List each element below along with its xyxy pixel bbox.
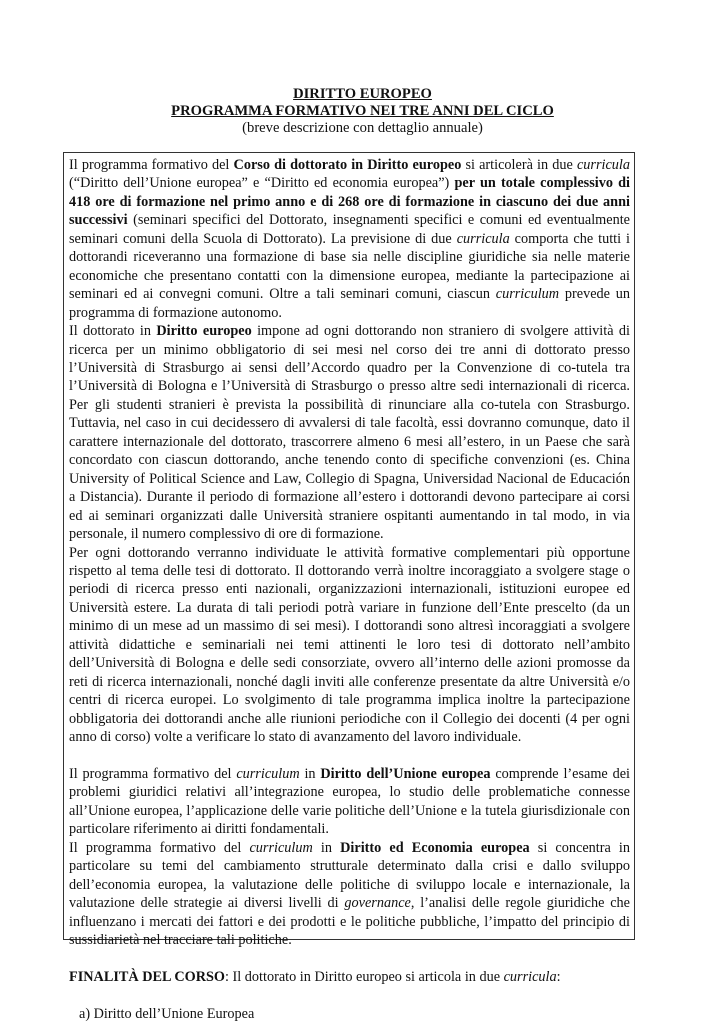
text: , l’analisi delle regole giuridiche che influenzano i mercati dei fattori e dei prodotti e le politiche pubbliche, l’impatto del principio di sussidiarietà nel tracciare tali politiche. (69, 895, 630, 949)
text: Il programma formativo del (69, 839, 250, 856)
text: (“Diritto dell’Unione europea” e “Diritto ed economia europea”) (69, 175, 455, 192)
text: si concentra in particolare su temi del cambiamento strutturale determinato dalla crisi e dallo sviluppo dell’economia europea, la valutazione delle politiche di sviluppo locale e internazionale, la valutazione delle strategie ai diversi livelli di (69, 839, 630, 912)
italic-text: curriculum (249, 839, 313, 856)
text: si articolerà in due (461, 157, 577, 173)
text: : Il dottorato in Diritto europeo si articola in due (225, 968, 504, 985)
text: in (299, 765, 321, 782)
document-title-secondary: PROGRAMMA FORMATIVO NEI TRE ANNI DEL CICLO (171, 103, 554, 119)
text: : (556, 968, 561, 985)
document-header (0, 86, 725, 137)
italic-text: curriculum (236, 765, 300, 782)
text: comprende l’esame dei problemi giuridici relativi all’integrazione europea, lo studio delle problematiche connesse all’Unione europea, l’applicazione delle varie politiche dell’Unione e la tutela giurisdizionale con particolare riferimento ai diritti fondamentali. (69, 765, 630, 838)
text: in (312, 839, 341, 856)
paragraph-program-overview (69, 156, 630, 322)
paragraph-complementary-activities: Per ogni dottorando verranno individuate le attività formative complementari più opportune rispetto al tema delle tesi di dottorato. Il dottorando verrà inoltre incoraggiato a svolgere stage o periodi di ricerca presso enti nazionali, organizzazioni internazionali, istituzioni europee ed Università estere. La durata di tali periodi potrà variare in funzione dell’Ente prescelto (da un minimo di un mese ad un massimo di sei mesi). I dottorandi sono altresì incoraggiati a svolgere attività didattiche e seminariali nei temi attinenti le loro tesi di dottorato nell’ambito dell’Università di Bologna e delle sedi consorziate, ovvero all’interno delle azioni promosse da reti di ricerca internazionali, nonché dagli inviti alle conferenze presentate da altre Università e/o centri di ricerca europei. Lo svolgimento di tale programma implica inoltre la partecipazione obbligatoria dei dottorandi anche alle riunioni periodiche con il Collegio dei docenti (4 per ogni anno di corso) volte a verificare lo stato di avanzamento del lavoro individuale. (69, 544, 630, 746)
italic-text: curricula (456, 230, 510, 247)
paragraph-curriculum-economics (69, 839, 630, 950)
text: Il programma formativo del (69, 765, 237, 782)
italic-text: governance (344, 895, 411, 912)
paragraph-research-abroad (69, 322, 630, 543)
text: comporta che tutti i dottorandi riceveranno una formazione di base sia nelle discipline giuridiche sia nelle materie economiche che presentano contatti con la dimensione europea, mediante la partecipazione ai seminari ed ai convegni comuni. Oltre a tali seminari comuni, ciascun (69, 230, 630, 303)
bold-text: Diritto europeo (156, 323, 252, 340)
text: Il programma formativo del (69, 157, 234, 173)
text: (seminari specifici del Dottorato, insegnamenti specifici e comuni ed eventualmente seminari comuni della Scuola di Dottorato). La previsione di due (69, 212, 630, 247)
document-subtitle: (breve descrizione con dettaglio annuale) (242, 120, 483, 136)
text: prevede un programma di formazione autonomo. (69, 286, 630, 321)
text: Il dottorato in (69, 323, 157, 340)
paragraph-spacer (69, 949, 630, 967)
italic-text: curriculum (495, 286, 560, 303)
section-heading: FINALITÀ DEL CORSO (69, 968, 225, 985)
bold-text: per un totale complessivo di 418 ore di formazione nel primo anno e di 268 ore di formazione in ciascuno dei due anni successivi (69, 175, 630, 229)
paragraph-curriculum-eu-law (69, 765, 630, 839)
paragraph-spacer (69, 986, 630, 1004)
bold-text: Diritto ed Economia europea (340, 839, 530, 856)
content-box (63, 152, 635, 1022)
italic-text: curricula (576, 157, 630, 173)
list-item: a) Diritto dell’Unione Europea (79, 1005, 255, 1022)
bold-text: Corso di dottorato in Diritto europeo (233, 157, 462, 173)
text: impone ad ogni dottorando non straniero di svolgere attività di ricerca per un minimo obbligatorio di sei mesi nel corso dei tre anni di dottorato presso l’Università di Strasburgo ai sensi dell’Accordo quadro per la Convenzione di co-tutela tra l’Università di Bologna e l’Università di Strasburgo o presso altre sedi internazionali di ricerca. Per gli studenti stranieri è prevista la possibilità di rinunciare alla co-tutela con Strasburgo. Tuttavia, nel caso in cui decidessero di avvalersi di tale facoltà, essi dovranno comunque, dato il carattere internazionale del dottorato, trascorrere almeno 6 mesi all’estero, in un Paese che sarà concordato con ciascun dottorando, anche tenendo conto di specifiche convenzioni (es. China University of Political Science and Law, Collegio di Spagna, Universidad Nacional de Educación a Distancia). Durante il periodo di formazione all’estero i dottorandi devono partecipare ai corsi ed ai seminari organizzati dalle Università straniere ospitanti aumentando in tal modo, in via personale, il numero complessivo di ore di formazione. (69, 323, 630, 543)
paragraph-spacer (69, 747, 630, 765)
italic-text: curricula (503, 968, 557, 985)
document-title: DIRITTO EUROPEO (293, 86, 432, 102)
paragraph-course-aims (69, 968, 630, 986)
bold-text: Diritto dell’Unione europea (320, 765, 491, 782)
